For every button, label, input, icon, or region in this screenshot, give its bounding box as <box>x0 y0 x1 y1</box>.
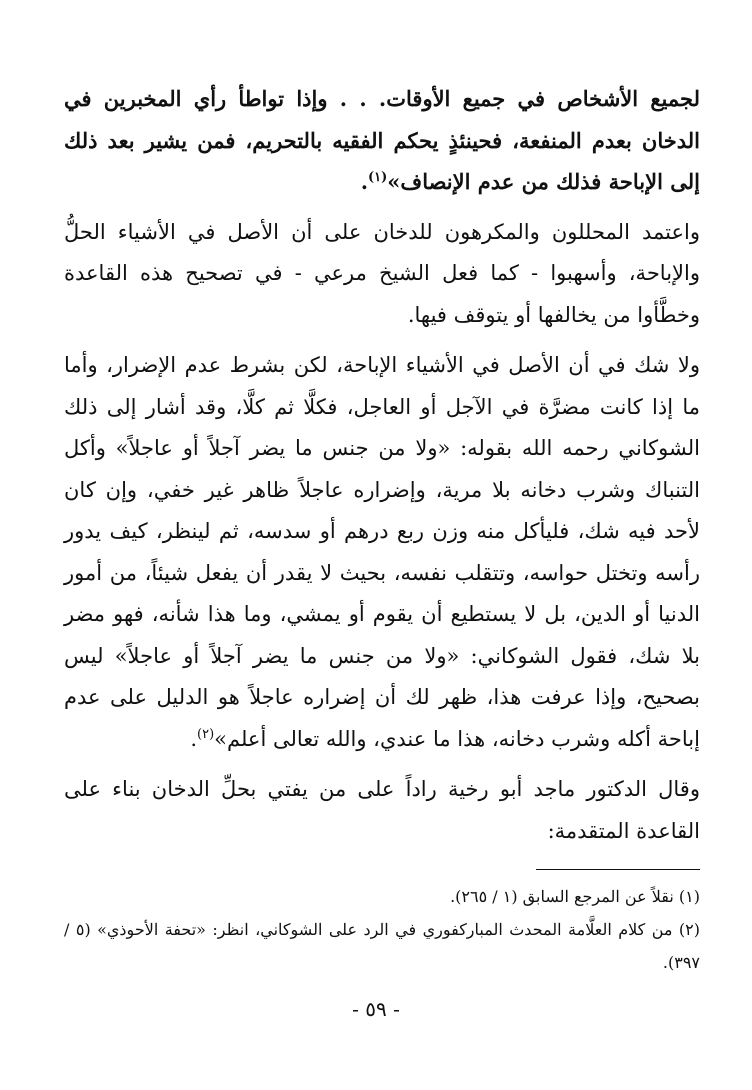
paragraph-text: ولا شك في أن الأصل في الأشياء الإباحة، لكن بشرط عدم الإضرار، وأما ما إذا كانت مضرَّة في الآجل أو العاجل، فكلَّا ثم كلَّا، وقد أشار إلى ذلك الشوكاني رحمه الله بقوله: «ولا من جنس ما يضر آجلاً أو عاجلاً» وأكل التنباك وشرب دخانه بلا مرية، وإضراره عاجلاً ظاهر غير خفي، وإن كان لأحد فيه شك، فليأكل منه وزن ربع درهم أو سدسه، ثم لينظر، كيف يدور رأسه وتختل حواسه، وتتقلب نفسه، بحيث لا يقدر أن يفعل شيئاً، من أمور الدنيا أو الدين، بل لا يستطيع أن يقوم أو يمشي، وما هذا شأنه، فهو مضر بلا شك، فقول الشوكاني: «ولا من جنس ما يضر آجلاً أو عاجلاً» ليس بصحيح، وإذا عرفت هذا، ظهر لك أن إضراره عاجلاً هو الدليل على عدم إباحة أكله وشرب دخانه، هذا ما عندي، والله تعالى أعلم» <box>64 353 700 751</box>
footnote-ref-2: (٢) <box>197 726 215 742</box>
paragraph-permitters: واعتمد المحللون والمكرهون للدخان على أن الأصل في الأشياء الحلُّ والإباحة، وأسهبوا - كما فعل الشيخ مرعي - في تصحيح هذه القاعدة وخطَّأوا من يخالفها أو يتوقف فيها. <box>64 219 700 327</box>
paragraph-text: لجميع الأشخاص في جميع الأوقات. . . وإذا تواطأ رأي المخبرين في الدخان بعدم المنفعة، فحينئذٍ يحكم الفقيه بالتحريم، فمن يشير بعد ذلك إلى الإباحة فذلك من عدم الإنصاف» <box>64 86 700 194</box>
footnote-2: (٢) من كلام العلَّامة المحدث المباركفوري في الرد على الشوكاني، انظر: «تحفة الأحوذي» (٥ / ٣٩٧). <box>64 920 700 972</box>
paragraph-abu-rakhiyya: وقال الدكتور ماجد أبو رخية راداً على من يفتي بحلِّ الدخان بناء على القاعدة المتقدمة: <box>64 777 700 843</box>
footnotes <box>64 880 700 979</box>
paragraph-quote-end: لجميع الأشخاص في جميع الأوقات. . . وإذا تواطأ رأي المخبرين في الدخان بعدم المنفعة، فحينئذٍ يحكم الفقيه بالتحريم، فمن يشير بعد ذلك إلى الإباحة فذلك من عدم الإنصاف»$^{(١)}$. <box>64 86 700 194</box>
paragraph-harm-condition: ولا شك في أن الأصل في الأشياء الإباحة، لكن بشرط عدم الإضرار، وأما ما إذا كانت مضرَّة في الآجل أو العاجل، فكلَّا ثم كلَّا، وقد أشار إلى ذلك الشوكاني رحمه الله بقوله: «ولا من جنس ما يضر آجلاً أو عاجلاً» وأكل التنباك وشرب دخانه بلا مرية، وإضراره عاجلاً ظاهر غير خفي، وإن كان لأحد فيه شك، فليأكل منه وزن ربع درهم أو سدسه، ثم لينظر، كيف يدور رأسه وتختل حواسه، وتتقلب نفسه، بحيث لا يقدر أن يفعل شيئاً، من أمور الدنيا أو الدين، بل لا يستطيع أن يقوم أو يمشي، وما هذا شأنه، فهو مضر بلا شك، فقول الشوكاني: «ولا من جنس ما يضر آجلاً أو عاجلاً» ليس بصحيح، وإذا عرفت هذا، ظهر لك أن إضراره عاجلاً هو الدليل على عدم إباحة أكله وشرب دخانه، هذا ما عندي، والله تعالى أعلم»$^{(٢)}$. <box>64 353 700 751</box>
footnote-1: (١) نقلاً عن المرجع السابق (١ / ٢٦٥). <box>450 887 700 906</box>
page-number: - ٥٩ - <box>352 997 400 1021</box>
footnote-separator <box>536 869 700 870</box>
footnote-ref-1: (١) <box>368 170 388 185</box>
